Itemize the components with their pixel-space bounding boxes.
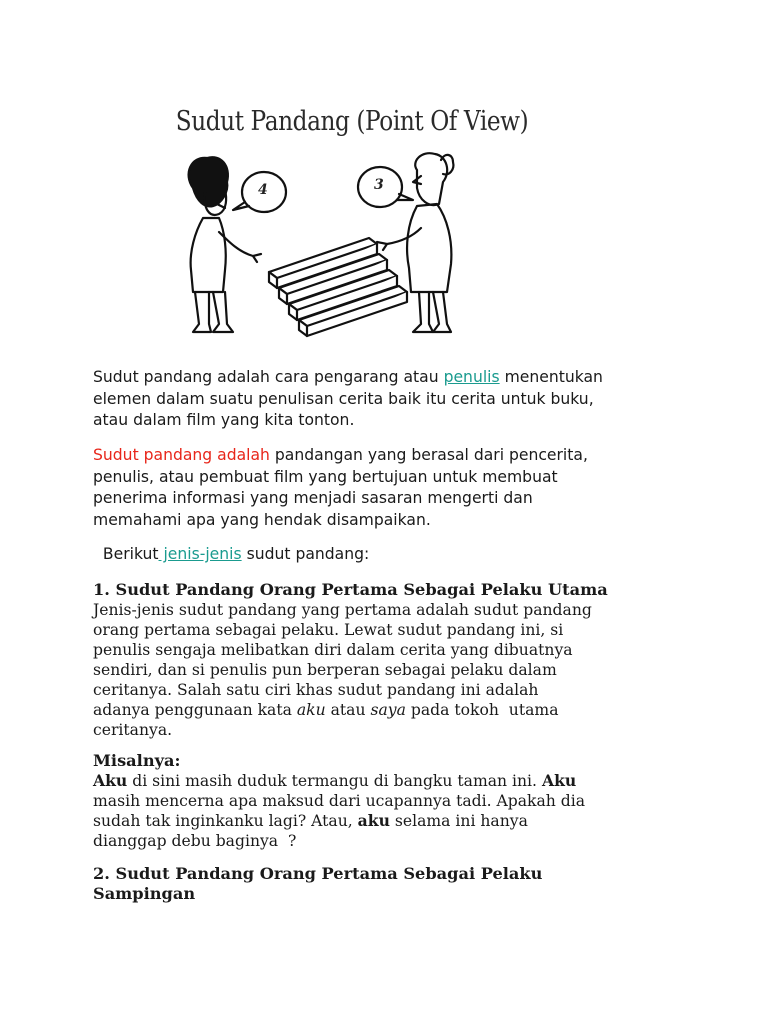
text-run: selama ini hanya	[389, 812, 528, 830]
example-line	[93, 771, 693, 791]
paragraph-line: elemen dalam suatu penulisan cerita baik itu cerita untuk buku,	[93, 389, 594, 408]
text-run: atau	[325, 701, 371, 719]
paragraph-line: penulis, atau pembuat film yang bertujuan untuk membuat	[93, 467, 558, 486]
italic-word: aku	[296, 701, 326, 719]
example-line: masih mencerna apa maksud dari ucapannya tadi. Apakah dia	[93, 792, 586, 810]
text-run: adanya penggunaan kata	[93, 701, 297, 719]
paragraph-explanation	[93, 445, 693, 531]
paragraph-line: atau dalam film yang kita tonton.	[93, 411, 355, 429]
section-heading: 2. Sudut Pandang Orang Pertama Sebagai Pelaku	[93, 864, 543, 883]
section-line	[93, 700, 693, 720]
bold-word: aku	[357, 811, 390, 830]
section-first-person-main	[93, 580, 693, 740]
section-line: ceritanya. Salah satu ciri khas sudut pandang ini adalah	[93, 681, 539, 699]
section-line: ceritanya.	[93, 721, 173, 739]
paragraph-line: penerima informasi yang menjadi sasaran mengerti dan	[93, 489, 533, 507]
paragraph-line: memahami apa yang hendak disampaikan.	[93, 510, 431, 529]
text-run: Berikut	[93, 545, 159, 563]
speech-bubble-right-number: 3	[374, 177, 384, 193]
section-line: Jenis-jenis sudut pandang yang pertama adalah sudut pandang	[93, 601, 592, 619]
text-run: menentukan	[499, 368, 603, 386]
section-heading-continuation: Sampingan	[93, 884, 196, 903]
text-run: Sudut pandang adalah cara pengarang atau	[93, 368, 444, 386]
section-heading: 1. Sudut Pandang Orang Pertama Sebagai Pelaku Utama	[93, 580, 608, 599]
text-run: sudah tak inginkanku lagi? Atau,	[93, 812, 358, 830]
section-first-person-side	[93, 864, 693, 904]
highlighted-term: Sudut pandang adalah	[93, 446, 270, 464]
example-block	[93, 751, 693, 851]
paragraph-line	[93, 544, 693, 566]
text-run: sudut pandang:	[241, 545, 370, 563]
speech-bubble-left-number: 4	[258, 182, 268, 198]
paragraph-line	[93, 367, 693, 389]
italic-word: saya	[370, 701, 406, 719]
paragraph-definition	[93, 367, 693, 432]
jenis-jenis-link[interactable]: jenis-jenis	[158, 545, 242, 563]
penulis-link[interactable]: penulis	[443, 368, 500, 386]
example-line	[93, 811, 693, 831]
point-of-view-illustration	[121, 92, 583, 354]
section-line: sendiri, dan si penulis pun berperan sebagai pelaku dalam	[93, 661, 557, 679]
text-run: di sini masih duduk termangu di bangku taman ini.	[127, 772, 542, 790]
paragraph-line	[93, 445, 693, 467]
section-line: penulis sengaja melibatkan diri dalam cerita yang dibuatnya	[93, 641, 573, 659]
section-line: orang pertama sebagai pelaku. Lewat sudut pandang ini, si	[93, 621, 564, 639]
paragraph-intro-types	[93, 544, 693, 566]
figure-title: Sudut Pandang (Point Of View)	[175, 106, 529, 137]
example-heading: Misalnya:	[93, 751, 181, 770]
bold-word: Aku	[541, 771, 577, 790]
text-run: pada tokoh utama	[405, 701, 559, 719]
text-run: pandangan yang berasal dari pencerita,	[269, 446, 588, 464]
example-line: dianggap debu baginya ?	[93, 832, 297, 850]
bold-word: Aku	[93, 771, 128, 790]
